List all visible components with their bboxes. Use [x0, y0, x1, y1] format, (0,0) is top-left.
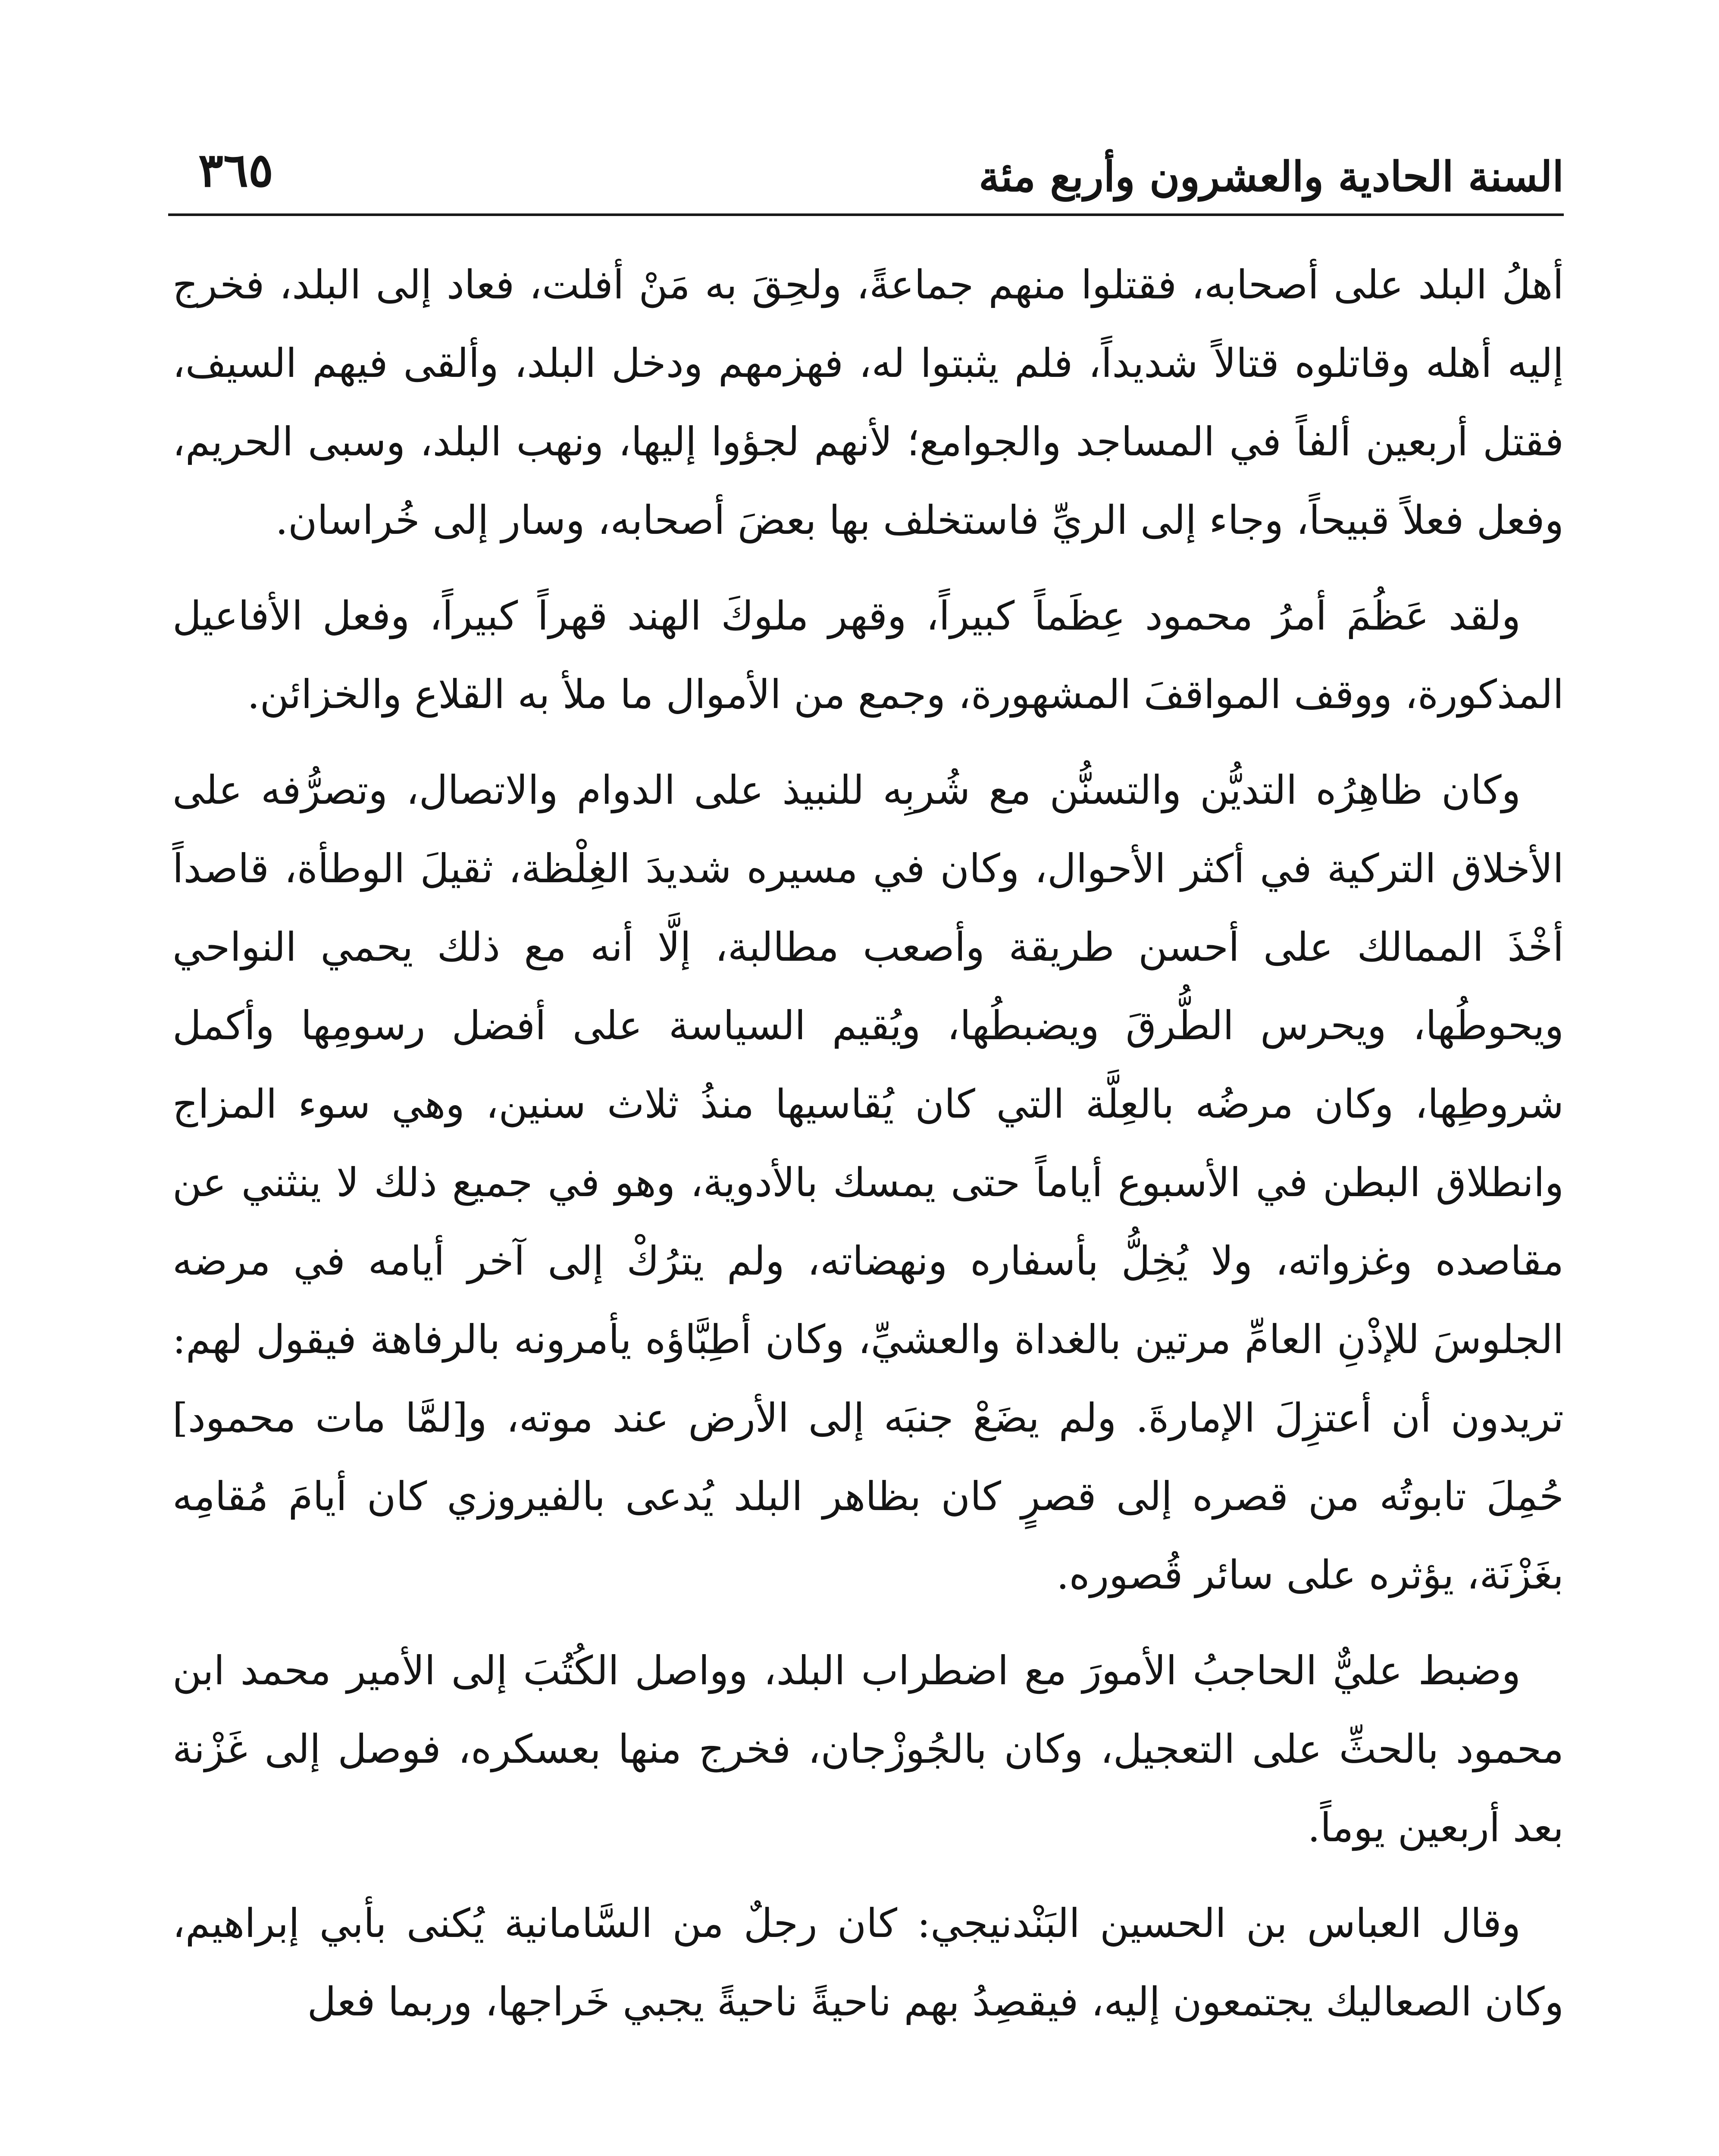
paragraph-3: وكان ظاهِرُه التديُّن والتسنُّن مع شُربِه للنبيذ على الدوام والاتصال، وتصرُّفه على الأخلاق التركية في أكثر الأحوال، وكان في مسيره شديدَ الغِلْظة، ثقيلَ الوطأة، قاصداً أخْذَ الممالك على أحسن طريقة وأصعب مطالبة، إلَّا أنه مع ذلك يحمي النواحي ويحوطُها، ويحرس الطُّرقَ ويضبطُها، ويُقيم السياسة على أفضل رسومِها وأكمل شروطِها، وكان مرضُه بالعِلَّة التي كان يُقاسيها منذُ ثلاث سنين، وهي سوء المزاج وانطلاق البطن في الأسبوع أياماً حتى يمسك بالأدوية، وهو في جميع ذلك لا ينثني عن مقاصده وغزواته، ولا يُخِلُّ بأسفاره ونهضاته، ولم يترُكْ إلى آخر أيامه في مرضه الجلوسَ للإذْنِ العامِّ مرتين بالغداة والعشيِّ، وكان أطِبَّاؤه يأمرونه بالرفاهة فيقول لهم: تريدون أن أعتزِلَ الإمارةَ. ولم يضَعْ جنبَه إلى الأرض عند موته، و[لمَّا مات محمود] حُمِلَ تابوتُه من قصره إلى قصرٍ كان بظاهر البلد يُدعى بالفيروزي كان أيامَ مُقامِه بغَزْنَة، يؤثره على سائر قُصوره. [172, 767, 1564, 1598]
running-header [168, 142, 1564, 207]
paragraph-5: وقال العباس بن الحسين البَنْدنيجي: كان رجلٌ من السَّامانية يُكنى بأبي إبراهيم، وكان الصعاليك يجتمعون إليه، فيقصِدُ بهم ناحيةً ناحيةً يجبي خَراجها، وربما فعل [172, 1900, 1564, 2025]
header-rule [168, 213, 1564, 216]
running-head-title: السنة الحادية والعشرون وأربع مئة [979, 152, 1564, 201]
paragraph-2: ولقد عَظُمَ أمرُ محمود عِظَماً كبيراً، وقهر ملوكَ الهند قهراً كبيراً، وفعل الأفاعيل المذكورة، ووقف المواقفَ المشهورة، وجمع من الأموال ما ملأ به القلاع والخزائن. [172, 593, 1564, 718]
paragraph-1: أهلُ البلد على أصحابه، فقتلوا منهم جماعةً، ولحِقَ به مَنْ أفلت، فعاد إلى البلد، فخرج إليه أهله وقاتلوه قتالاً شديداً، فلم يثبتوا له، فهزمهم ودخل البلد، وألقى فيهم السيف، فقتل أربعين ألفاً في المساجد والجوامع؛ لأنهم لجؤوا إليها، ونهب البلد، وسبى الحريم، وفعل فعلاً قبيحاً، وجاء إلى الريِّ فاستخلف بها بعضَ أصحابه، وسار إلى خُراسان. [172, 262, 1564, 543]
main-text [172, 246, 1564, 2059]
paragraph-4: وضبط عليٌّ الحاجبُ الأمورَ مع اضطراب البلد، وواصل الكُتُبَ إلى الأمير محمد ابن محمود بالحثِّ على التعجيل، وكان بالجُوزْجان، فخرج منها بعسكره، فوصل إلى غَزْنة بعد أربعين يوماً. [172, 1648, 1564, 1851]
page-number: ٣٦٥ [198, 143, 274, 197]
